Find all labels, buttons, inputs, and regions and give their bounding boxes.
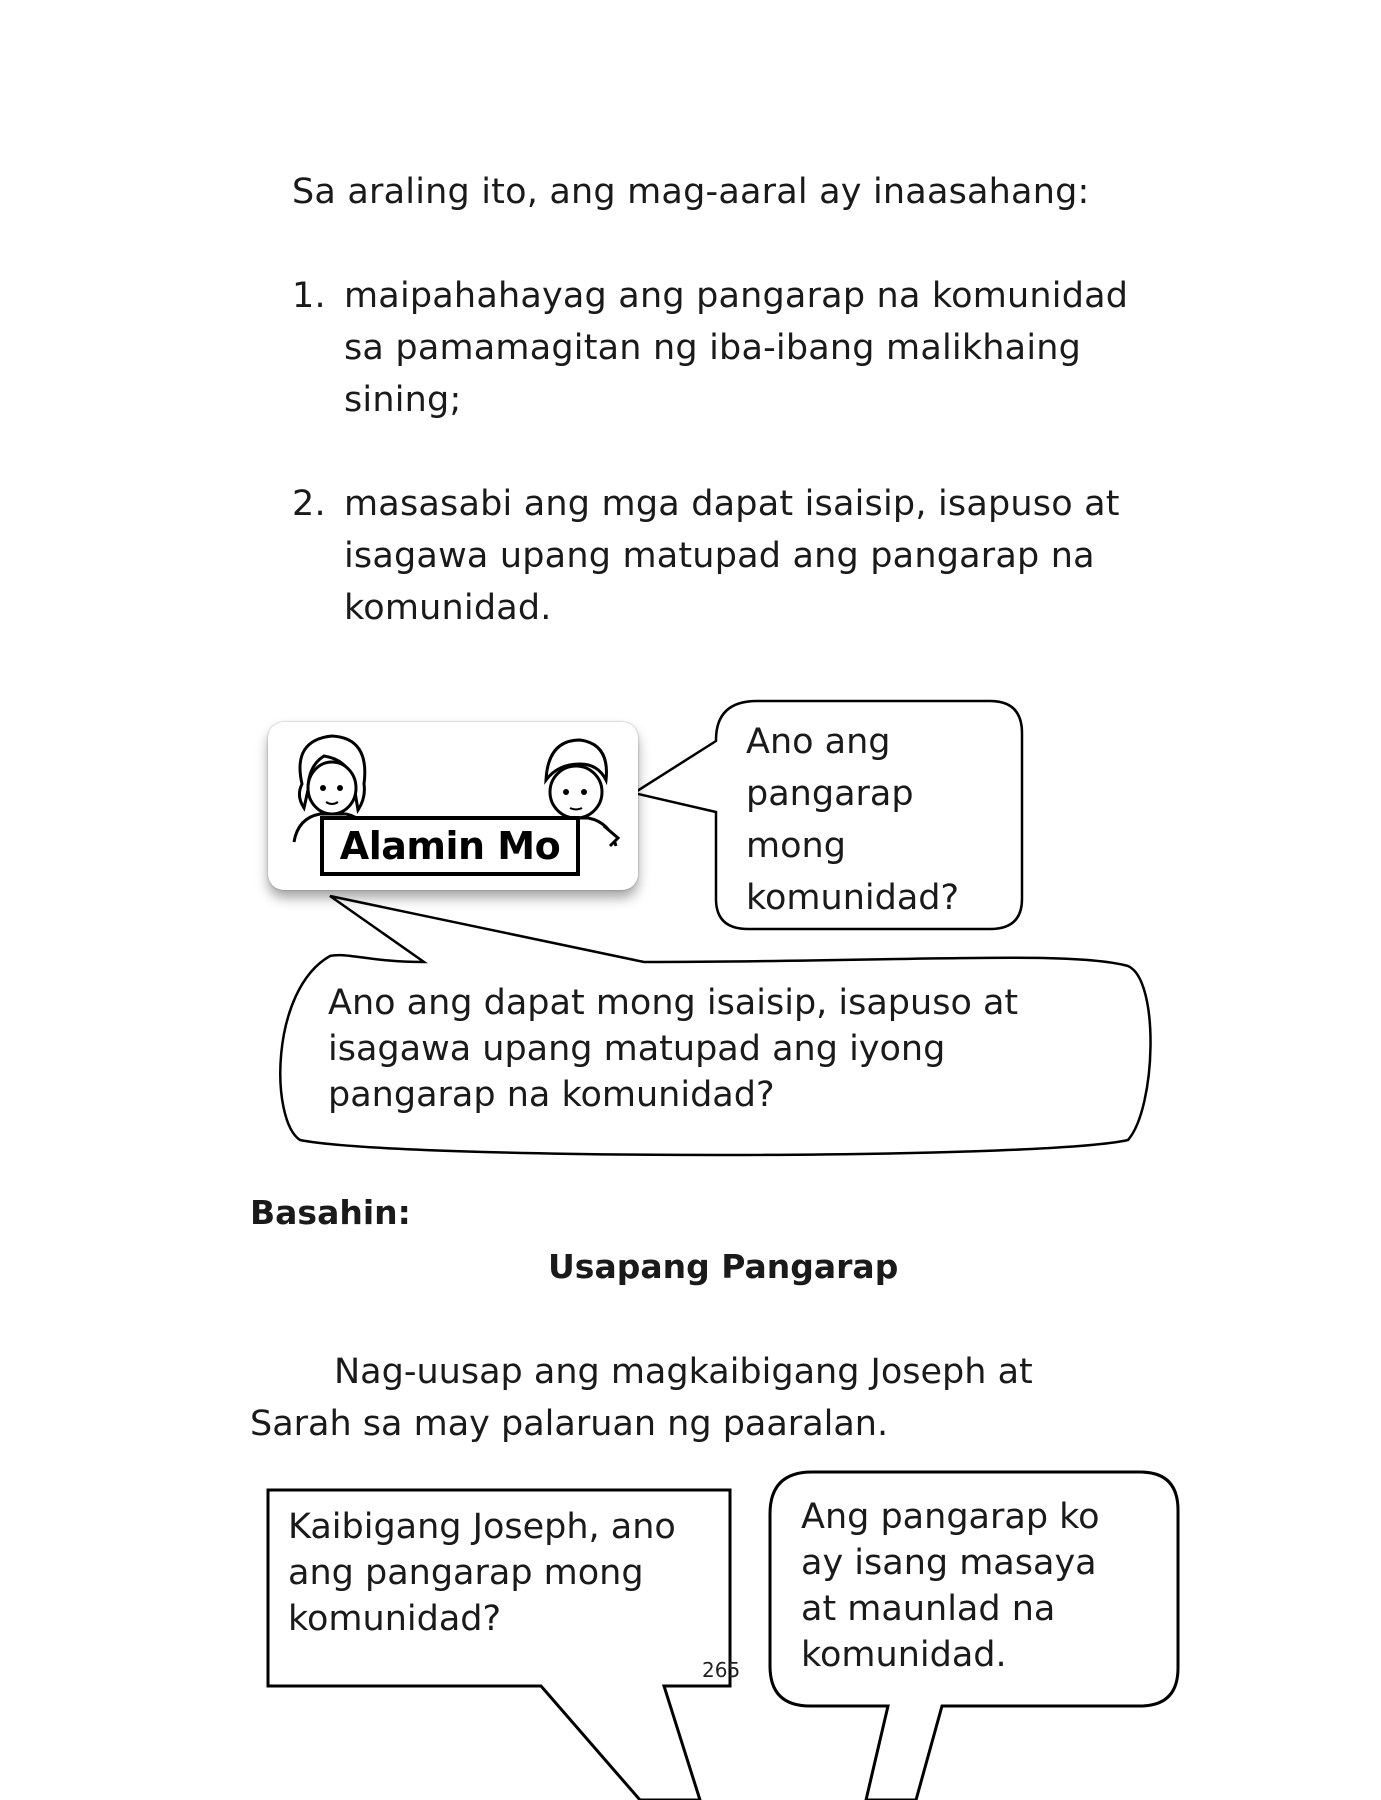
bubble-line: ay isang masaya	[801, 1543, 1097, 1583]
bubble-line: Ano ang dapat mong isaisip, isapuso at	[328, 983, 1019, 1023]
story-paragraph	[250, 1346, 1033, 1450]
speech-bubble-sarah	[288, 1504, 676, 1642]
bubble-line: ang pangarap mong	[288, 1553, 644, 1593]
bubble-line: Ang pangarap ko	[801, 1497, 1100, 1537]
paragraph-line: Nag-uusap ang magkaibigang Joseph at	[334, 1352, 1033, 1392]
alamin-mo-sign: Alamin Mo	[320, 816, 580, 876]
bubble-line: at maunlad na	[801, 1589, 1056, 1629]
bubble-line: komunidad.	[801, 1635, 1007, 1675]
bubble-line: Kaibigang Joseph, ano	[288, 1507, 676, 1547]
objective-line: isagawa upang matupad ang pangarap na	[344, 536, 1095, 576]
page-number: 265	[702, 1658, 741, 1682]
paragraph-line: Sarah sa may palaruan ng paaralan.	[250, 1404, 889, 1444]
bubble-line: Ano ang	[746, 722, 891, 762]
objective-number: 2.	[292, 484, 326, 524]
objective-line: komunidad.	[344, 588, 552, 628]
objectives-intro: Sa araling ito, ang mag-aaral ay inaasahang:	[292, 172, 1090, 212]
bubble-line: komunidad?	[288, 1599, 502, 1639]
bubble-line: komunidad?	[746, 878, 960, 918]
bubble-line: mong	[746, 826, 846, 866]
objective-line: masasabi ang mga dapat isaisip, isapuso at	[344, 484, 1120, 524]
objective-line: maipahahayag ang pangarap na komunidad	[344, 276, 1129, 316]
speech-bubble-question-1	[746, 716, 959, 924]
story-title: Usapang Pangarap	[548, 1247, 899, 1286]
speech-bubble-joseph	[801, 1494, 1100, 1678]
objective-number: 1.	[292, 276, 326, 316]
bubble-line: isagawa upang matupad ang iyong	[328, 1029, 946, 1069]
alamin-mo-banner	[268, 722, 638, 890]
bubble-line: pangarap	[746, 774, 914, 814]
bubble-line: pangarap na komunidad?	[328, 1075, 775, 1115]
section-heading: Basahin:	[250, 1193, 411, 1232]
objective-line: sa pamamagitan ng iba-ibang malikhaing	[344, 328, 1082, 368]
objective-line: sining;	[344, 380, 462, 420]
speech-bubble-question-2	[328, 980, 1018, 1118]
